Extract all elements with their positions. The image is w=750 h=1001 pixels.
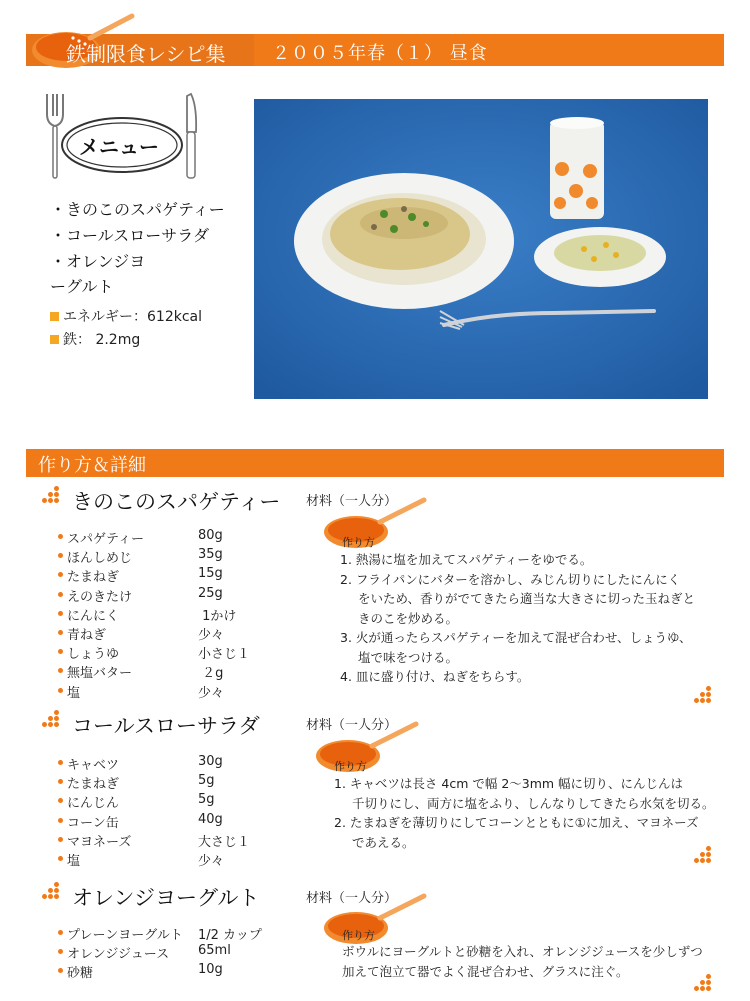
ingredient-amount: 少々	[198, 853, 225, 869]
ingredient-name: ほんしめじ	[67, 551, 133, 567]
step-line: 塩で味をつける。	[358, 649, 459, 665]
recipe-title: きのこのスパゲティー	[72, 490, 281, 514]
ingredient-name: にんじん	[67, 796, 120, 812]
bullet-icon	[58, 630, 63, 635]
menu-item: ・コールスローサラダ	[50, 226, 210, 245]
method-steps	[342, 942, 730, 981]
ingredient-name: たまねぎ	[67, 570, 120, 586]
step-line: であえる。	[352, 834, 415, 850]
menu-item: ・オレンジヨ	[50, 252, 146, 271]
ingredient-amount: 少々	[198, 685, 225, 701]
ingredient-name: マヨネーズ	[67, 834, 132, 850]
ingredient-name: たまねぎ	[67, 777, 120, 793]
bullet-icon	[58, 930, 63, 935]
bullet-icon	[58, 592, 63, 597]
step-line: 3. 火が通ったらスパゲティーを加えて混ぜ合わせ、しょうゆ、	[340, 630, 692, 645]
bullet-icon	[58, 572, 63, 577]
ingredient-row	[58, 528, 278, 547]
ingredient-amount: ２g	[198, 666, 224, 682]
ingredient-row	[58, 792, 278, 811]
square-bullet-icon	[50, 335, 59, 344]
bullet-icon	[58, 856, 63, 861]
nutrition-iron	[50, 329, 140, 349]
ingredient-amount: 35g	[198, 547, 223, 563]
bullet-icon	[58, 668, 63, 673]
ingredient-row	[58, 924, 298, 943]
step-line: きのこを炒める。	[358, 610, 459, 626]
bullet-icon	[58, 649, 63, 654]
ingredient-name: しょうゆ	[67, 647, 120, 663]
menu-label: メニュー	[79, 135, 159, 159]
bullet-icon	[58, 818, 63, 823]
dots-icon	[42, 882, 66, 904]
method-steps	[340, 550, 730, 687]
bullet-icon	[58, 798, 63, 803]
pan-icon	[320, 494, 430, 554]
material-label: 材料（一人分）	[306, 891, 398, 906]
ingredient-amount: 40g	[198, 811, 223, 827]
step-line: 加えて泡立て器でよく混ぜ合わせ、グラスに注ぐ。	[342, 963, 629, 979]
ingredient-row	[58, 586, 278, 605]
ingredient-row	[58, 831, 278, 850]
nutrition-energy	[50, 306, 202, 326]
recipe-title: コールスローサラダ	[72, 714, 260, 738]
bullet-icon	[58, 611, 63, 616]
ingredient-amount: 1かけ	[198, 608, 237, 624]
dots-icon	[694, 846, 718, 868]
dots-icon	[42, 486, 66, 508]
ingredient-row	[58, 943, 298, 962]
ingredient-row	[58, 624, 278, 643]
ingredient-name: 砂糖	[67, 966, 94, 982]
method-label: 作り方	[334, 760, 367, 773]
ingredient-amount: 少々	[198, 627, 225, 643]
ingredient-row	[58, 682, 278, 701]
method-steps	[334, 774, 730, 852]
ingredient-name: キャベツ	[67, 758, 120, 773]
bullet-icon	[58, 968, 63, 973]
bullet-icon	[58, 553, 63, 558]
pan-icon	[320, 890, 430, 950]
ingredient-amount: 80g	[198, 528, 223, 543]
ingredient-list	[58, 528, 278, 701]
ingredient-name: 塩	[67, 685, 81, 701]
ingredient-amount: 5g	[198, 792, 215, 808]
nutrition-energy-text: エネルギー：612kcal	[63, 309, 202, 325]
knife-icon	[182, 92, 200, 182]
square-bullet-icon	[50, 312, 59, 321]
ingredient-name: プレーンヨーグルト	[67, 928, 183, 943]
dots-icon	[694, 974, 718, 996]
ingredient-amount: 1/2 カップ	[198, 928, 262, 943]
pan-icon	[312, 718, 422, 778]
ingredient-amount: 15g	[198, 566, 223, 582]
ingredient-row	[58, 547, 278, 566]
bullet-icon	[58, 837, 63, 842]
step-line: ボウルにヨーグルトと砂糖を入れ、オレンジジュースを少しずつ	[342, 944, 703, 959]
header-title: 鉄制限食レシピ集	[66, 42, 226, 66]
menu-item: ーグルト	[50, 277, 114, 296]
recipe-title: オレンジヨーグルト	[72, 886, 260, 910]
dots-icon	[694, 686, 718, 708]
ingredient-name: にんにく	[67, 608, 120, 624]
bullet-icon	[58, 949, 63, 954]
ingredient-amount: 大さじ１	[198, 834, 251, 850]
ingredient-row	[58, 662, 278, 681]
ingredient-row	[58, 566, 278, 585]
step-line: 1. キャベツは長さ 4cm で幅 2〜3mm 幅に切り、にんじんは	[334, 776, 684, 791]
ingredient-name: 無塩バター	[67, 666, 133, 682]
step-line: 2. たまねぎを薄切りにしてコーンとともに①に加え、マヨネーズ	[334, 815, 699, 830]
bullet-icon	[58, 760, 63, 765]
bullet-icon	[58, 688, 63, 693]
step-line: 2. フライパンにバターを溶かし、みじん切りにしたにんにく	[340, 571, 681, 587]
ingredient-name: えのきたけ	[67, 589, 133, 605]
menu-item: ・きのこのスパゲティー	[50, 200, 225, 219]
dish-photo	[254, 99, 708, 399]
ingredient-list	[58, 924, 298, 982]
bullet-icon	[58, 534, 63, 539]
method-label: 作り方	[342, 929, 375, 942]
ingredient-name: コーン缶	[67, 815, 119, 831]
step-line: 4. 皿に盛り付け、ねぎをちらす。	[340, 669, 530, 684]
ingredient-row	[58, 850, 278, 869]
ingredient-name: オレンジジュース	[67, 947, 170, 963]
dots-icon	[42, 710, 66, 732]
ingredient-amount: 30g	[198, 754, 223, 769]
ingredient-row	[58, 812, 278, 831]
material-label: 材料（一人分）	[306, 494, 398, 509]
ingredient-row	[58, 962, 298, 981]
method-label: 作り方	[342, 536, 375, 549]
ingredient-name: スパゲティー	[67, 532, 144, 547]
nutrition-iron-text: 鉄： 2.2mg	[63, 332, 141, 348]
ingredient-name: 塩	[67, 853, 81, 869]
ingredient-row	[58, 754, 278, 773]
ingredient-row	[58, 643, 278, 662]
ingredient-name: 青ねぎ	[67, 627, 107, 643]
header-subtitle: ２００５年春（１） 昼食	[272, 43, 488, 64]
ingredient-amount: 10g	[198, 962, 223, 978]
bullet-icon	[58, 779, 63, 784]
ingredient-row	[58, 605, 278, 624]
material-label: 材料（一人分）	[306, 718, 398, 733]
step-line: 千切りにし、両方に塩をふり、しんなりしてきたら水気を切る。	[352, 795, 715, 811]
step-line: をいため、香りがでてきたら適当な大きさに切った玉ねぎと	[358, 591, 696, 606]
ingredient-list	[58, 754, 278, 869]
details-title: 作り方＆詳細	[38, 455, 146, 476]
ingredient-amount: 小さじ１	[198, 647, 251, 663]
ingredient-amount: 5g	[198, 773, 215, 789]
step-line: 1. 熱湯に塩を加えてスパゲティーをゆでる。	[340, 552, 593, 567]
ingredient-amount: 65ml	[198, 943, 231, 959]
ingredient-row	[58, 773, 278, 792]
ingredient-amount: 25g	[198, 585, 223, 601]
